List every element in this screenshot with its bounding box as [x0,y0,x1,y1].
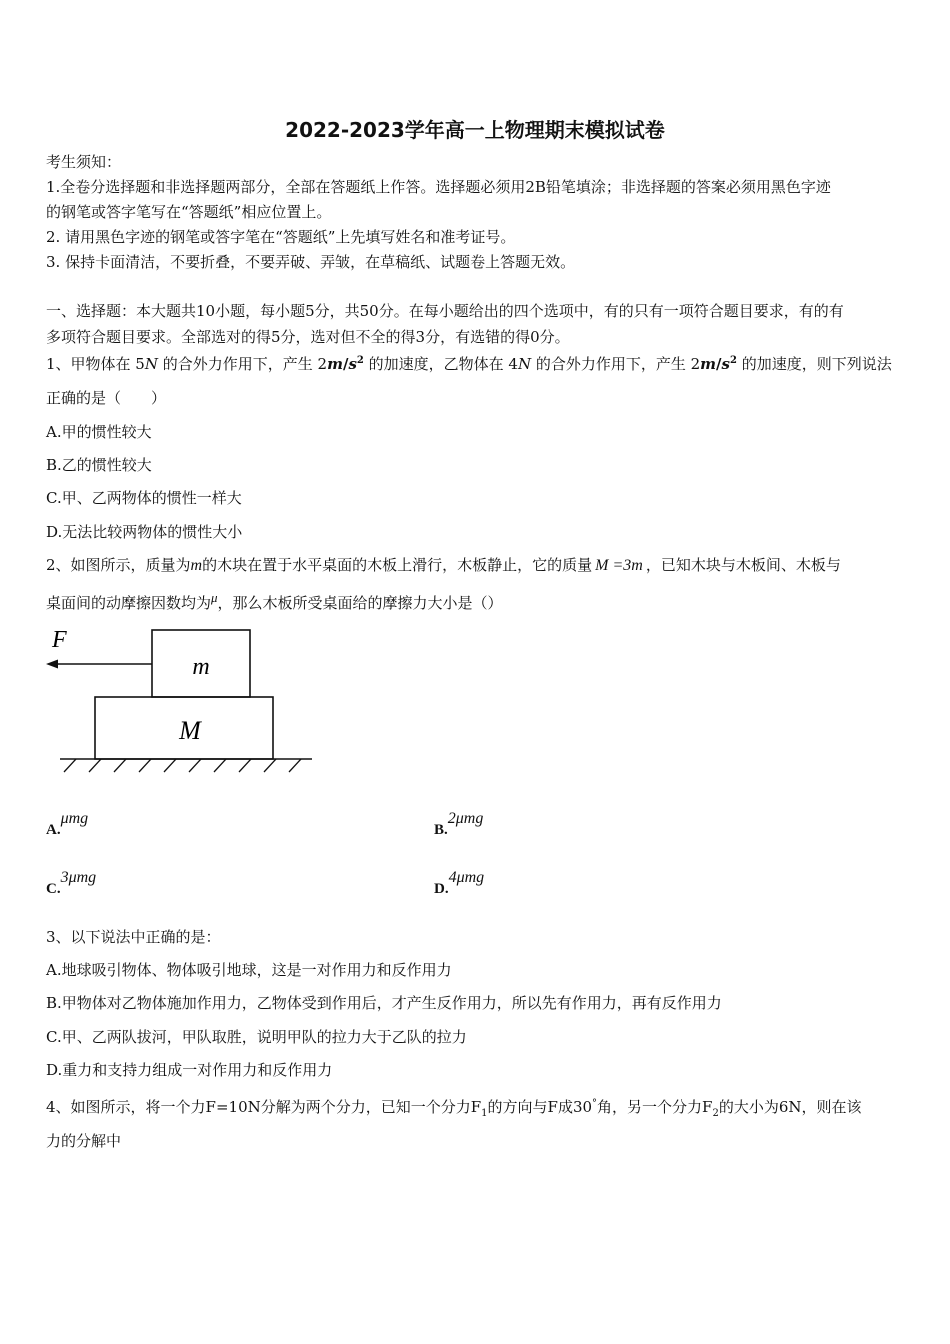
section-line-1: 一、选择题：本大题共10小题，每小题5分，共50分。在每小题给出的四个选项中，有的只有一项符合题目要求，有的有 [46,302,844,320]
page-title: 2022-2023学年高一上物理期末模拟试卷 [285,118,665,142]
q2-option-a: A.μmg [46,810,89,838]
q1-option-b: B.乙的惯性较大 [46,456,152,474]
section-line-2: 多项符合题目要求。全部选对的得5分，选对但不全的得3分，有选错的得0分。 [46,328,570,346]
q2-option-c: C.3μmg [46,869,97,897]
q1-option-d: D.无法比较两物体的惯性大小 [46,523,243,541]
large-block-label: M [179,716,201,745]
notice-line-2: 的钢笔或答字笔写在“答题纸”相应位置上。 [46,203,332,221]
notice-line-3: 2. 请用黑色字迹的钢笔或答字笔在“答题纸”上先填写姓名和准考证号。 [46,228,516,246]
q2-option-d: D.4μmg [434,869,485,897]
notice-line-1: 1.全卷分选择题和非选择题两部分，全部在答题纸上作答。选择题必须用2B铅笔填涂；非选择题的答案必须用黑色字迹 [46,178,831,196]
q3-option-d: D.重力和支持力组成一对作用力和反作用力 [46,1061,333,1079]
notice-heading: 考生须知： [46,153,122,171]
q4-stem-line-2: 力的分解中 [46,1132,122,1150]
q1-option-c: C.甲、乙两物体的惯性一样大 [46,489,242,507]
block-diagram [46,620,316,776]
q3-stem: 3、以下说法中正确的是： [46,928,221,946]
q2-stem: 2、如图所示，质量为m的木块在置于水平桌面的木板上滑行，木板静止，它的质量 M =3m ，已知木块与木板间、木板与 [46,556,841,574]
q3-option-a: A.地球吸引物体、物体吸引地球，这是一对作用力和反作用力 [46,961,452,979]
q3-option-c: C.甲、乙两队拔河，甲队取胜，说明甲队的拉力大于乙队的拉力 [46,1028,467,1046]
q2-option-b: B.2μmg [434,810,484,838]
notice-line-4: 3. 保持卡面清洁，不要折叠，不要弄破、弄皱，在草稿纸、试题卷上答题无效。 [46,253,576,271]
q2-stem-line-2: 桌面间的动摩擦因数均为μ，那么木板所受桌面给的摩擦力大小是（） [46,590,503,612]
q1-option-a: A.甲的惯性较大 [46,423,152,441]
q3-option-b: B.甲物体对乙物体施加作用力，乙物体受到作用后，才产生反作用力，所以先有作用力，再有反作用力 [46,994,722,1012]
arrow-head [46,660,58,669]
q1-stem: 1、甲物体在 5N 的合外力作用下，产生 $2m/s^2$ 的加速度，乙物体在 4N 的合外力作用下，产生 $2m/s^2$ 的加速度，则下列说法 [46,355,892,373]
ground-hatching [64,759,301,772]
q4-stem: 4、如图所示，将一个力F=10N分解为两个分力，已知一个分力$F_1$的方向与F成30°角，另一个分力$F_2$的大小为6N，则在该 [46,1098,862,1119]
force-label: F [52,627,67,653]
q1-stem-line-2: 正确的是（ ） [46,389,167,407]
small-block-label: m [192,654,210,680]
